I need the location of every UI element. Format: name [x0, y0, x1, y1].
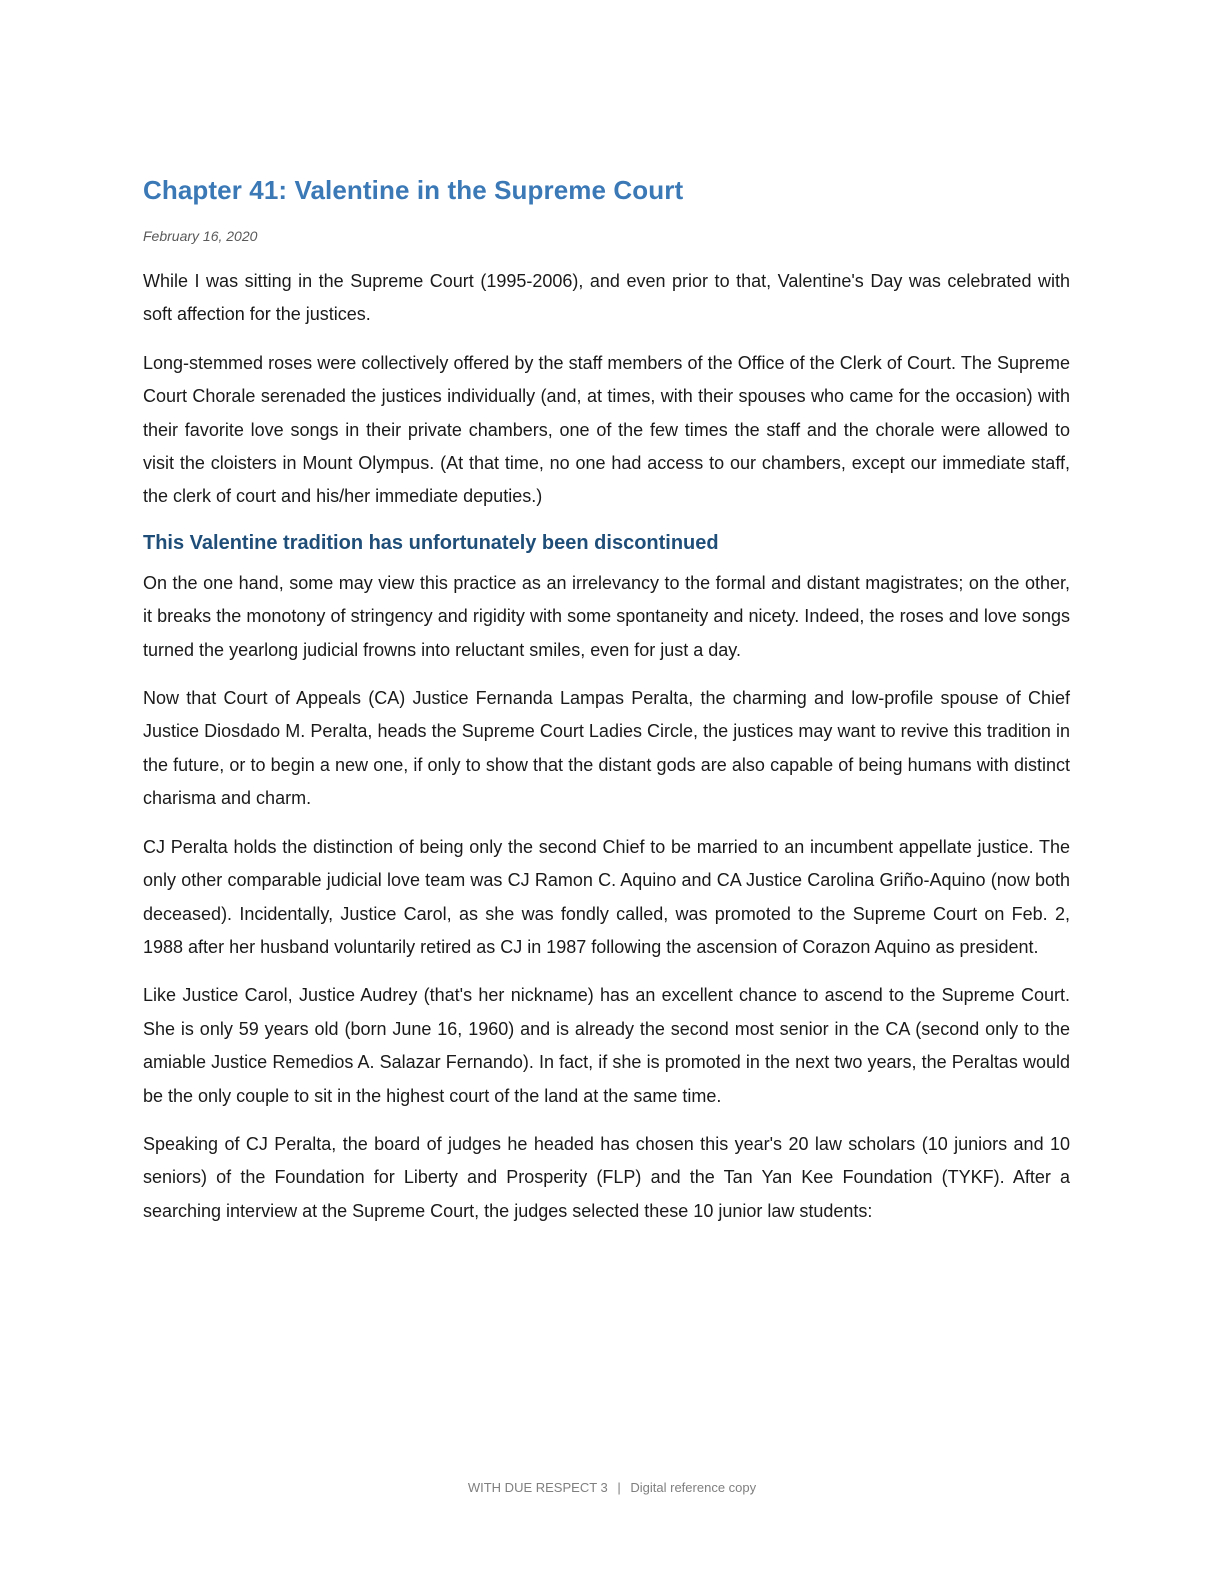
footer-book-title: WITH DUE RESPECT 3: [467, 1480, 608, 1495]
paragraph-4: Now that Court of Appeals (CA) Justice Fernanda Lampas Peralta, the charming and low-profile spouse of Chief Justice Diosdado M. Peralta, heads the Supreme Court Ladies Circle, the justices may want to revive this tradition in the future, or to begin a new one, if only to show that the distant gods are also capable of being humans with distinct charisma and charm.: [143, 688, 1070, 809]
paragraph-5: CJ Peralta holds the distinction of being only the second Chief to be married to an incumbent appellate justice. The only other comparable judicial love team was CJ Ramon C. Aquino and CA Justice Carolina Griño-Aquino (now both deceased). Incidentally, Justice Carol, as she was fondly called, was promoted to the Supreme Court on Feb. 2, 1988 after her husband voluntarily retired as CJ in 1987 following the ascension of Corazon Aquino as president.: [143, 836, 1070, 957]
chapter-title: Chapter 41: Valentine in the Supreme Court: [143, 175, 684, 205]
section-subheading: This Valentine tradition has unfortunately been discontinued: [143, 531, 719, 554]
paragraph-3: On the one hand, some may view this practice as an irrelevancy to the formal and distant magistrates; on the other, it breaks the monotony of stringency and rigidity with some spontaneity and nicety. Indeed, the roses and love songs turned the yearlong judicial frowns into reluctant smiles, even for just a day.: [143, 572, 1070, 660]
document-page: [143, 168, 1070, 1228]
paragraph-2: Long-stemmed roses were collectively offered by the staff members of the Office of the Clerk of Court. The Supreme Court Chorale serenaded the justices individually (and, at times, with their spouses who came for the occasion) with their favorite love songs in their private chambers, one of the few times the staff and the chorale were allowed to visit the cloisters in Mount Olympus. (At that time, no one had access to our chambers, except our immediate staff, the clerk of court and his/her immediate deputies.): [143, 352, 1070, 507]
footer-separator: |: [617, 1480, 621, 1495]
footer-note: Digital reference copy: [630, 1480, 757, 1495]
paragraph-6: Like Justice Carol, Justice Audrey (that's her nickname) has an excellent chance to ascend to the Supreme Court. She is only 59 years old (born June 16, 1960) and is already the second most senior in the CA (second only to the amiable Justice Remedios A. Salazar Fernando). In fact, if she is promoted in the next two years, the Peraltas would be the only couple to sit in the highest court of the land at the same time.: [143, 985, 1070, 1106]
publication-date: February 16, 2020: [143, 228, 258, 244]
page-footer: [0, 1478, 1224, 1498]
paragraph-1: While I was sitting in the Supreme Court (1995-2006), and even prior to that, Valentine's Day was celebrated with soft affection for the justices.: [143, 271, 1070, 325]
paragraph-7: Speaking of CJ Peralta, the board of judges he headed has chosen this year's 20 law scholars (10 juniors and 10 seniors) of the Foundation for Liberty and Prosperity (FLP) and the Tan Yan Kee Foundation (TYKF). After a searching interview at the Supreme Court, the judges selected these 10 junior law students:: [143, 1133, 1070, 1221]
